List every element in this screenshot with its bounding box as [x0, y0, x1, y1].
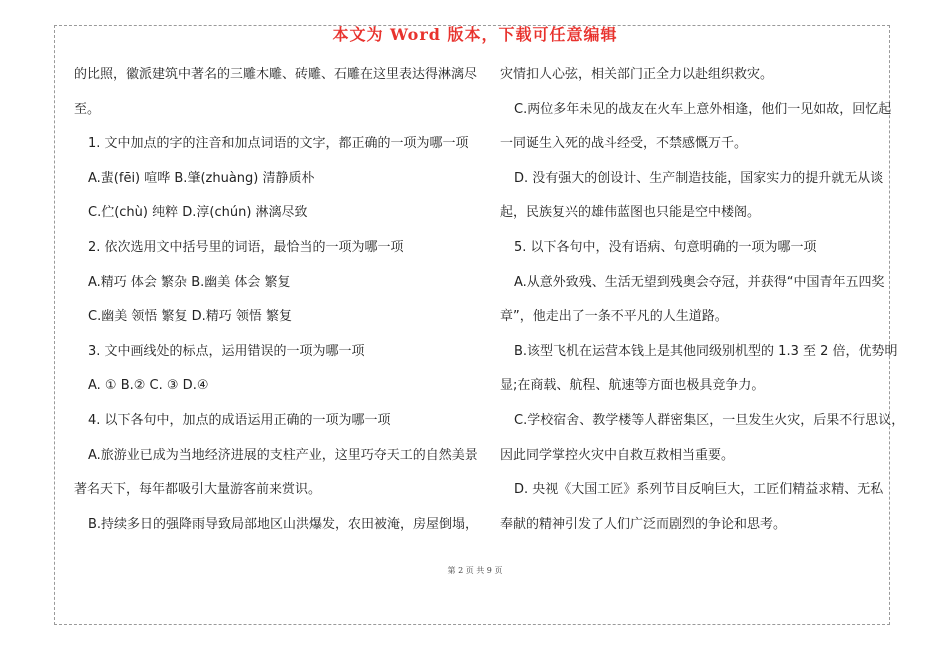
option-line-continued: 起，民族复兴的雄伟蓝图也只能是空中楼阁。 — [500, 205, 761, 221]
question-5: 5. 以下各句中，没有语病、句意明确的一项为哪一项 — [514, 239, 817, 255]
option-line: C.两位多年未见的战友在火车上意外相逢，他们一见如故，回忆起 — [514, 101, 892, 117]
option-line: B.持续多日的强降雨导致局部地区山洪爆发，农田被淹，房屋倒塌， — [88, 516, 479, 532]
option-line-continued: 因此同学掌控火灾中自救互救相当重要。 — [500, 447, 735, 463]
question-3: 3. 文中画线处的标点，运用错误的一项为哪一项 — [88, 343, 365, 359]
right-text-column — [500, 58, 905, 542]
option-line: C.幽美 领悟 繁复 D.精巧 领悟 繁复 — [88, 309, 293, 325]
option-line-continued: 显;在商载、航程、航速等方面也极具竞争力。 — [500, 378, 765, 394]
option-line: D. 央视《大国工匠》系列节目反响巨大，工匠们精益求精、无私 — [514, 482, 884, 498]
option-line-continued: 灾情扣人心弦，相关部门正全力以赴组织救灾。 — [500, 67, 774, 82]
paragraph-line: 至。 — [74, 101, 101, 117]
option-line-continued: 奉献的精神引发了人们广泛而剧烈的争论和思考。 — [500, 516, 787, 532]
question-4: 4. 以下各句中，加点的成语运用正确的一项为哪一项 — [88, 412, 391, 428]
option-line-continued: 著名天下，每年都吸引大量游客前来赏识。 — [74, 482, 322, 498]
question-1: 1. 文中加点的字的注音和加点词语的文字，都正确的一项为哪一项 — [88, 136, 469, 152]
word-version-banner: 本文为 Word 版本，下载可任意编辑 — [332, 25, 618, 44]
option-line: D. 没有强大的创设计、生产制造技能，国家实力的提升就无从谈 — [514, 170, 884, 186]
left-text-column — [74, 58, 479, 542]
option-line: C.学校宿舍、教学楼等人群密集区，一旦发生火灾，后果不行思议， — [514, 412, 905, 428]
option-line-continued: 章”，他走出了一条不平凡的人生道路。 — [500, 309, 728, 325]
option-line-continued: 一同诞生入死的战斗经受，不禁感慨万千。 — [500, 136, 748, 152]
option-line: A.从意外致残、生活无望到残奥会夺冠，并获得“中国青年五四奖 — [514, 274, 885, 290]
option-line: A.旅游业已成为当地经济进展的支柱产业，这里巧夺天工的自然美景 — [88, 447, 478, 463]
option-line: A. ① B.② C. ③ D.④ — [88, 378, 209, 394]
question-2: 2. 依次选用文中括号里的词语，最恰当的一项为哪一项 — [88, 239, 404, 255]
option-line: A.蜚(fēi) 喧哗 B.肇(zhuàng) 清静质朴 — [88, 170, 315, 186]
option-line: B.该型飞机在运营本钱上是其他同级别机型的 1.3 至 2 倍，优势明 — [514, 343, 898, 359]
option-line: C.伫(chù) 纯粹 D.淳(chún) 淋漓尽致 — [88, 205, 308, 221]
page-number-footer: 第 2 页 共 9 页 — [447, 566, 503, 575]
paragraph-line: 的比照，徽派建筑中著名的三雕木雕、砖雕、石雕在这里表达得淋漓尽 — [74, 67, 478, 82]
option-line: A.精巧 体会 繁杂 B.幽美 体会 繁复 — [88, 274, 291, 290]
